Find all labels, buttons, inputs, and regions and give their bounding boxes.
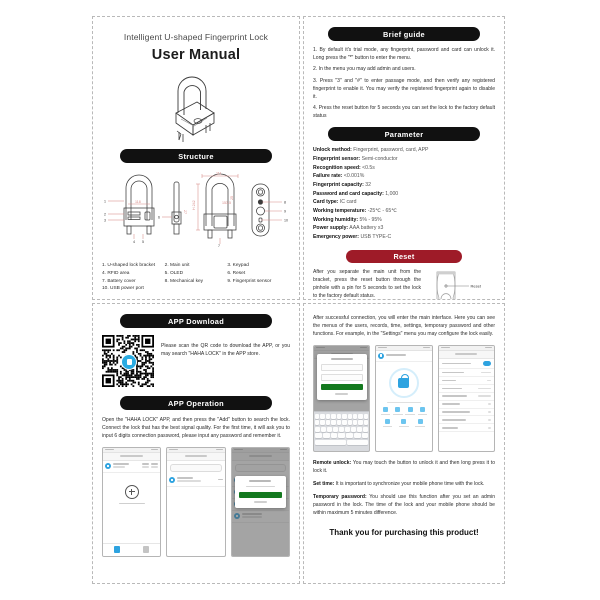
signal-icon bbox=[218, 479, 223, 482]
legend-item: 1. U-shaped lock bracket bbox=[102, 263, 156, 268]
reset-diagram-label: Reset bbox=[470, 283, 481, 289]
svg-text:10: 10 bbox=[284, 218, 288, 223]
phone-empty-state bbox=[103, 473, 160, 505]
grid-item-firmware[interactable] bbox=[398, 419, 410, 427]
list-item-label bbox=[113, 463, 140, 469]
parameter-row bbox=[313, 198, 495, 207]
dialog-message bbox=[246, 486, 275, 488]
parameter-value: 1,000 bbox=[385, 190, 399, 197]
share-icon bbox=[418, 419, 423, 424]
grid-item-records[interactable] bbox=[392, 407, 404, 415]
legend-item: 3. Keypad bbox=[227, 263, 249, 268]
usage-screenshots bbox=[313, 345, 495, 452]
list-item-meta bbox=[142, 463, 149, 469]
svg-text:118: 118 bbox=[135, 200, 141, 204]
dialog-cancel-button[interactable] bbox=[254, 501, 267, 503]
keyboard-row[interactable] bbox=[315, 420, 368, 425]
note-text: It is important to synchronize your mobile phone time with the lock. bbox=[335, 480, 485, 487]
parameter-value: Fingerprint, password, card, APP bbox=[353, 147, 429, 154]
product-illustration bbox=[102, 69, 290, 143]
parameter-row bbox=[313, 181, 495, 190]
parameter-row bbox=[313, 172, 495, 181]
note-temporary-password bbox=[313, 493, 495, 518]
confirm-password-field[interactable] bbox=[321, 374, 363, 381]
svg-text:3: 3 bbox=[104, 218, 106, 223]
parameter-value: USB TYPE-C bbox=[360, 233, 392, 240]
time-icon bbox=[408, 407, 413, 412]
legend-item: 8. Mechanical key bbox=[164, 278, 204, 284]
phone-mockup-search[interactable] bbox=[166, 447, 225, 557]
keyboard-row[interactable] bbox=[315, 440, 368, 445]
parameter-label: Working humidity: bbox=[313, 216, 359, 223]
grid-item-temporary-password[interactable] bbox=[381, 419, 393, 427]
app-operation-text: Open the "HAHA LOCK" APP, and then press the "Add" button to search the lock. Connect the lock that has the best signal quality. For the first time, it will ask you to input 6 digits connection password, please input any password and remember it. bbox=[102, 417, 290, 440]
guide-step: 2. In the menu you may add admin and users. bbox=[313, 66, 416, 73]
thank-you-message: Thank you for purchasing this product! bbox=[329, 527, 479, 537]
note-text: You should use this function after you set an admin password in the lock. The time of the lock and your mobile phone should be within maximum 5 minutes difference. bbox=[313, 494, 495, 517]
parameter-row bbox=[313, 207, 495, 216]
panel-guide-parameter-reset bbox=[303, 16, 505, 300]
new-password-field[interactable] bbox=[321, 364, 363, 371]
guide-step: 1. By default it's trial mode, any fingerprint, password and card can unlock it. Long press the "*" button to enter the menu. bbox=[313, 47, 495, 62]
parameter-value: 32 bbox=[365, 182, 372, 188]
document-subtitle: Intelligent U-shaped Fingerprint Lock bbox=[123, 32, 269, 42]
lock-icon bbox=[169, 477, 175, 483]
remote-unlock-button[interactable] bbox=[389, 368, 419, 398]
parameter-label: Fingerprint sensor: bbox=[313, 156, 361, 163]
svg-text:H 242: H 242 bbox=[192, 200, 196, 210]
parameter-label: Recognition speed: bbox=[313, 164, 361, 171]
set-password-dialog[interactable] bbox=[317, 354, 367, 400]
list-item[interactable] bbox=[167, 475, 224, 487]
settings-row[interactable] bbox=[439, 385, 494, 393]
section-heading-app-download: APP Download bbox=[120, 314, 272, 328]
section-heading-app-operation: APP Operation bbox=[120, 396, 272, 410]
settings-row[interactable] bbox=[439, 359, 494, 370]
records-icon bbox=[395, 407, 400, 412]
legend-item: 7. Battery cover bbox=[102, 278, 136, 284]
add-device-dialog[interactable] bbox=[235, 476, 285, 509]
list-item[interactable] bbox=[103, 461, 160, 473]
keyboard-row[interactable] bbox=[315, 433, 368, 438]
phone-nav-bar bbox=[103, 453, 160, 461]
legend-item: 6. Reset bbox=[227, 270, 246, 276]
guide-step: 3. Press "3" and "#" to enter passage mode, and then verify any registered fingerprint to enable it. You may verify the registered fingerprint again to disable it. bbox=[313, 77, 495, 100]
svg-text:8: 8 bbox=[284, 200, 286, 205]
svg-text:1: 1 bbox=[104, 199, 106, 204]
parameter-row bbox=[313, 224, 495, 233]
device-name bbox=[386, 354, 429, 357]
structure-diagram bbox=[102, 168, 290, 259]
parameter-label: Power supply: bbox=[313, 225, 349, 232]
phone-nav-bar bbox=[439, 351, 494, 359]
parameter-value: Semi-conductor bbox=[361, 156, 398, 163]
app-operation-screenshots bbox=[102, 447, 290, 557]
grid-item-share[interactable] bbox=[414, 419, 426, 427]
section-heading-parameter: Parameter bbox=[328, 127, 480, 141]
settings-icon bbox=[420, 407, 425, 412]
temporary-password-icon bbox=[385, 419, 390, 424]
svg-text:111: 111 bbox=[216, 171, 222, 176]
toggle-switch[interactable] bbox=[483, 361, 491, 366]
grid-item-users[interactable] bbox=[379, 407, 391, 415]
firmware-icon bbox=[401, 419, 406, 424]
parameter-row bbox=[313, 164, 495, 173]
list-item-label bbox=[177, 477, 215, 483]
settings-row[interactable] bbox=[439, 377, 494, 385]
parameter-value: IC card bbox=[339, 199, 357, 206]
svg-text:7: 7 bbox=[218, 244, 220, 248]
legend-item: 5. OLED bbox=[164, 270, 184, 276]
phone-mockup-main-interface[interactable] bbox=[375, 345, 432, 452]
page-title: User Manual bbox=[151, 47, 241, 63]
panel-title-structure bbox=[92, 16, 300, 300]
note-label: Remote unlock: bbox=[313, 459, 352, 466]
phone-header bbox=[376, 351, 431, 362]
parameter-row bbox=[313, 146, 495, 155]
phone-tab-bar[interactable] bbox=[103, 543, 160, 556]
grid-item-settings[interactable] bbox=[416, 407, 428, 415]
users-icon bbox=[383, 407, 388, 412]
reset-instructions: After you separate the main unit from the bracket, press the reset button through the pinhole with a pin for 5 seconds to set the lock to the factory default status. bbox=[313, 268, 421, 300]
on-screen-keyboard[interactable] bbox=[314, 411, 369, 451]
parameter-label: Working temperature: bbox=[313, 207, 367, 214]
grid-item-time[interactable] bbox=[404, 407, 416, 415]
note-label: Temporary password: bbox=[313, 494, 367, 501]
tab-locks-icon[interactable] bbox=[114, 546, 120, 553]
legend-item: 9. Fingerprint sensor bbox=[227, 278, 272, 284]
parameter-value: AAA battery x3 bbox=[349, 225, 384, 232]
dialog-ok-button[interactable] bbox=[239, 492, 281, 498]
svg-text:6: 6 bbox=[158, 215, 160, 220]
add-device-label bbox=[119, 503, 145, 505]
parameter-label: Card type: bbox=[313, 199, 339, 206]
parameter-row bbox=[313, 155, 495, 164]
legend-item: 2. Main unit bbox=[164, 263, 190, 268]
section-heading-structure: Structure bbox=[120, 149, 272, 163]
usage-notes bbox=[313, 459, 495, 518]
section-heading-reset: Reset bbox=[346, 250, 462, 263]
note-text: You may touch the button to unlock it and then long press it to lock it. bbox=[313, 459, 496, 474]
feature-grid[interactable] bbox=[376, 403, 431, 431]
phone-mockup-device-list[interactable] bbox=[102, 447, 161, 557]
list-item-meta bbox=[151, 463, 158, 469]
settings-row[interactable] bbox=[439, 401, 494, 409]
svg-text:5: 5 bbox=[142, 240, 144, 244]
add-device-icon[interactable] bbox=[125, 485, 139, 499]
parameter-label: Failure rate: bbox=[313, 173, 343, 180]
haha-lock-logo-icon bbox=[121, 354, 137, 370]
structure-legend bbox=[102, 262, 290, 293]
parameter-list bbox=[313, 146, 495, 241]
dialog-cancel-button[interactable] bbox=[335, 393, 348, 395]
phone-mockup-add-device-dialog[interactable] bbox=[231, 447, 290, 557]
svg-text:4: 4 bbox=[133, 240, 135, 244]
svg-text:9: 9 bbox=[284, 209, 286, 214]
settings-row[interactable] bbox=[439, 416, 494, 424]
lock-icon bbox=[398, 378, 409, 388]
svg-text:27: 27 bbox=[183, 210, 187, 214]
tab-profile-icon[interactable] bbox=[143, 546, 149, 553]
parameter-label: Unlock method: bbox=[313, 147, 352, 154]
svg-text:153.5: 153.5 bbox=[222, 201, 231, 205]
phone-nav-bar bbox=[167, 453, 224, 461]
dialog-ok-button[interactable] bbox=[321, 384, 363, 390]
phone-mockup-settings[interactable] bbox=[438, 345, 495, 452]
note-label: Set time: bbox=[313, 480, 335, 487]
parameter-row bbox=[313, 233, 495, 242]
dialog-title bbox=[331, 358, 353, 360]
settings-row[interactable] bbox=[439, 424, 494, 432]
parameter-value: -25℃ - 65℃ bbox=[367, 207, 398, 214]
parameter-label: Emergency power: bbox=[313, 233, 359, 240]
phone-mockup-password-dialog[interactable] bbox=[313, 345, 370, 452]
svg-text:25: 25 bbox=[230, 196, 234, 200]
parameter-label: Fingerprint capacity: bbox=[313, 182, 364, 188]
parameter-value: <0.001% bbox=[343, 173, 365, 180]
settings-row[interactable] bbox=[439, 409, 494, 417]
parameter-row bbox=[313, 216, 495, 225]
panel-app-download-operation bbox=[92, 303, 300, 584]
keyboard-row[interactable] bbox=[315, 414, 368, 419]
parameter-value: 5% - 95% bbox=[359, 216, 382, 223]
parameter-label: Password and card capacity: bbox=[313, 190, 384, 197]
parameter-row bbox=[313, 190, 495, 199]
search-input[interactable] bbox=[170, 464, 221, 472]
legend-item: 4. RFID area bbox=[102, 270, 130, 276]
brief-guide-steps bbox=[313, 46, 495, 120]
lock-icon bbox=[105, 463, 111, 469]
note-remote-unlock bbox=[313, 459, 495, 475]
section-heading-brief-guide: Brief guide bbox=[328, 27, 480, 41]
usage-intro: After successful connection, you will enter the main interface. Here you can see the menus of the users, records, time, settings, temporary password and other functions. For example, in the "Settings" menu you may configure the lock easily. bbox=[313, 315, 495, 338]
note-set-time bbox=[313, 480, 495, 488]
app-download-text: Please scan the QR code to download the APP, or you may search "HAHA LOCK" in the APP store. bbox=[161, 343, 290, 358]
settings-row[interactable] bbox=[439, 369, 494, 377]
reset-diagram bbox=[427, 268, 495, 300]
legend-item: 10. USB power port bbox=[102, 286, 144, 292]
keyboard-row[interactable] bbox=[315, 427, 368, 432]
settings-row[interactable] bbox=[439, 393, 494, 401]
dialog-title bbox=[249, 480, 271, 482]
panel-usage-notes bbox=[303, 303, 505, 584]
svg-text:2: 2 bbox=[104, 212, 106, 217]
lock-icon bbox=[378, 353, 384, 359]
qr-code[interactable] bbox=[102, 335, 154, 387]
guide-step: 4. Press the reset button for 5 seconds you can set the lock to the factory default status bbox=[313, 105, 495, 120]
parameter-value: <0.5s bbox=[362, 164, 375, 171]
